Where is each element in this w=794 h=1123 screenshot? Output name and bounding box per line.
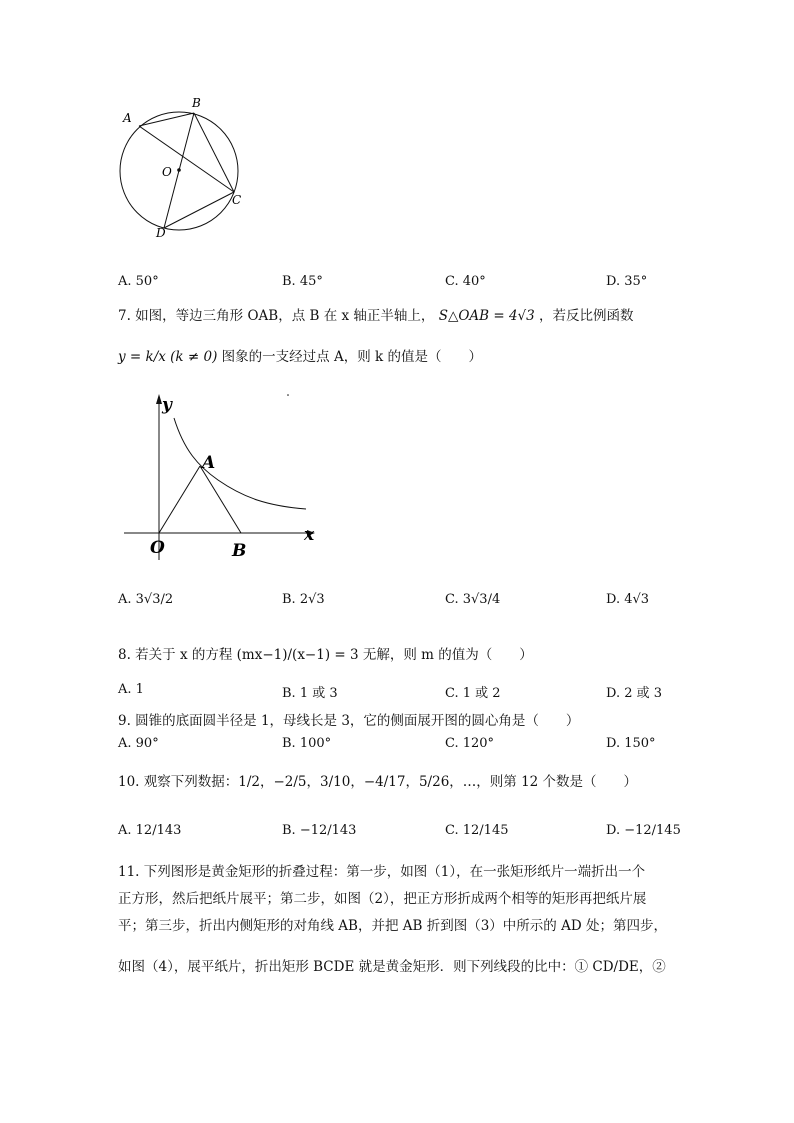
label-B: B [192, 96, 201, 110]
q9-option-b: B. 100° [282, 736, 332, 751]
q10-option-b: B. −12/143 [282, 823, 357, 838]
q11-line1: 11. 下列图形是黄金矩形的折叠过程：第一步，如图（1），在一张矩形纸片一端折出一个 [118, 864, 646, 880]
q8-option-c: C. 1 或 2 [445, 686, 501, 701]
stray-dot [287, 394, 289, 396]
segment-AB [139, 113, 194, 126]
q7-option-d: D. 4√3 [606, 592, 650, 607]
q7-stem-tail: ，若反比例函数 [539, 308, 634, 324]
q7-stem-line2 [118, 345, 482, 365]
q7-option-b: B. 2√3 [282, 592, 325, 607]
axis-label-x: x [304, 525, 315, 545]
label-O: O [162, 165, 172, 179]
q6-option-d: D. 35° [606, 274, 648, 289]
q9-option-a: A. 90° [118, 736, 159, 751]
q9-option-c: C. 120° [445, 736, 495, 751]
q7-stem-line1 [118, 304, 634, 324]
hyperbola-curve [174, 418, 306, 509]
q7-area-expression: S△OAB = 4√3 [438, 308, 535, 324]
q8-option-b: B. 1 或 3 [282, 686, 338, 701]
label-C: C [232, 193, 242, 207]
segment-OA [159, 466, 200, 533]
axis-label-y: y [162, 395, 172, 415]
q11-line2: 正方形，然后把纸片展平；第二步，如图（2），把正方形折成两个相等的矩形再把纸片展 [118, 891, 647, 907]
q7-function-expression: y = k/x (k ≠ 0) [118, 349, 218, 365]
q10-stem: 10. 观察下列数据：1/2，−2/5，3/10，−4/17，5/26，…，则第 12 个数是（ ） [118, 774, 638, 790]
q7-option-a: A. 3√3/2 [118, 592, 174, 607]
q9-stem: 9. 圆锥的底面圆半径是 1，母线长是 3，它的侧面展开图的圆心角是（ ） [118, 713, 580, 729]
q6-option-a: A. 50° [118, 274, 159, 289]
q8-option-d: D. 2 或 3 [606, 686, 663, 701]
q8-stem: 8. 若关于 x 的方程 (mx−1)/(x−1) = 3 无解，则 m 的值为（ ） [118, 647, 533, 663]
label-A: A [123, 111, 132, 125]
q9-option-d: D. 150° [606, 736, 656, 751]
q7-option-c: C. 3√3/4 [445, 592, 501, 607]
q10-option-c: C. 12/145 [445, 823, 509, 838]
q7-graph-figure [118, 388, 328, 566]
label-D: D [156, 226, 166, 240]
segment-AC [139, 126, 234, 192]
q8-option-a: A. 1 [118, 682, 144, 697]
q6-option-c: C. 40° [445, 274, 486, 289]
q10-option-d: D. −12/145 [606, 823, 681, 838]
q7-stem-line2-text: 图象的一支经过点 A，则 k 的值是（ ） [221, 349, 482, 365]
q10-option-a: A. 12/143 [118, 823, 182, 838]
q6-option-b: B. 45° [282, 274, 323, 289]
point-label-O: O [150, 538, 165, 558]
segment-AB [200, 466, 241, 533]
q11-line3: 平；第三步，折出内侧矩形的对角线 AB，并把 AB 折到图（3）中所示的 AD 处；第四步， [118, 918, 667, 934]
point-label-B: B [232, 541, 247, 561]
q7-stem-text: 7. 如图，等边三角形 OAB，点 B 在 x 轴正半轴上， [118, 308, 435, 324]
point-label-A: A [202, 453, 216, 473]
q11-line4: 如图（4），展平纸片，折出矩形 BCDE 就是黄金矩形．则下列线段的比中：① CD/DE，② [118, 959, 666, 975]
q6-circle-figure [110, 92, 260, 242]
segment-BC [194, 113, 234, 192]
center-point-O [177, 168, 181, 172]
